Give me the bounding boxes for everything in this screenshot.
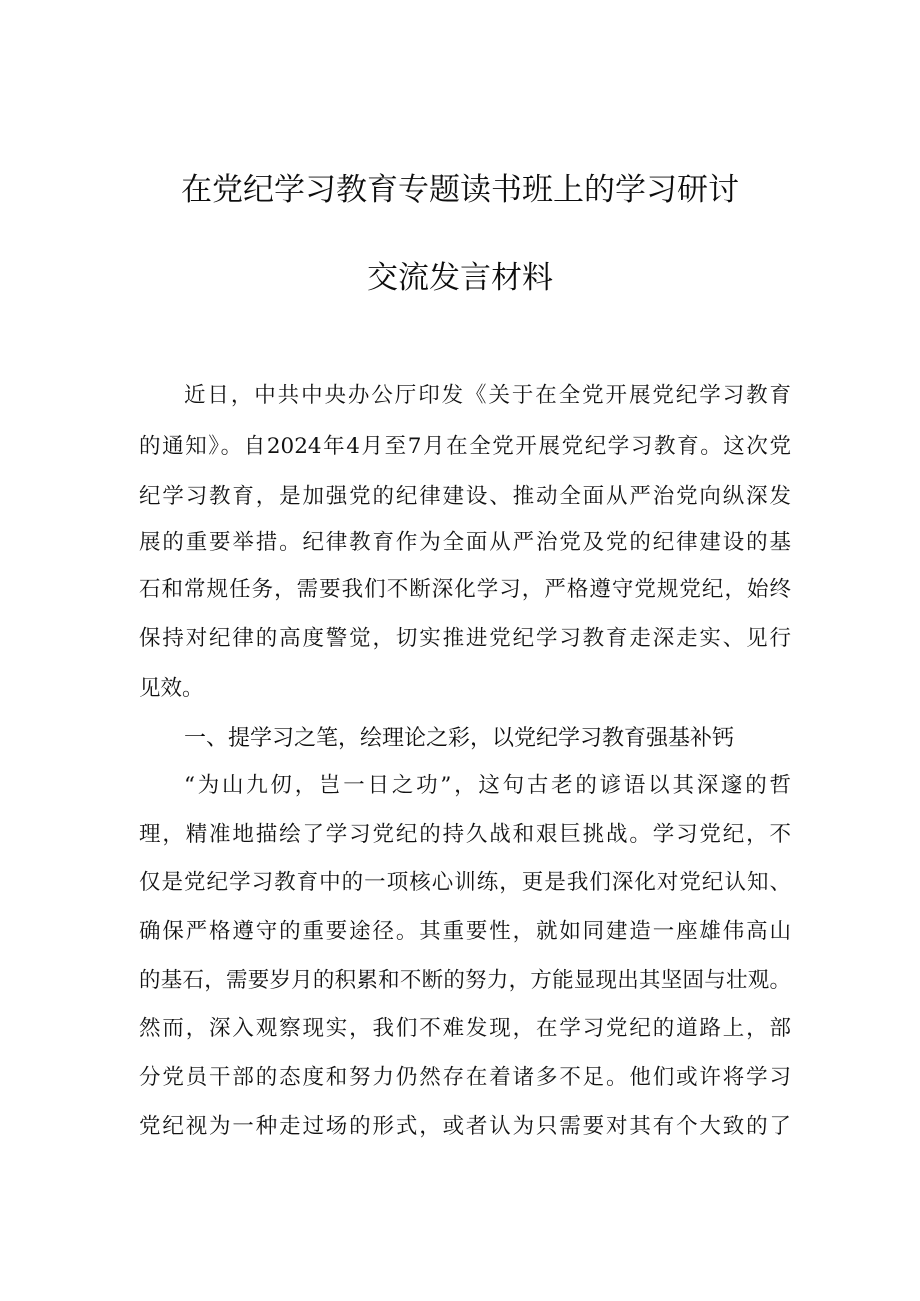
document-title-line-1: 在党纪学习教育专题读书班上的学习研讨	[181, 172, 739, 208]
paragraph-1-line: 保持对纪律的高度警觉，切实推进党纪学习教育走深走实、见行	[139, 626, 791, 651]
paragraph-2-line: 然而，深入观察现实，我们不难发现，在学习党纪的道路上，部	[139, 1016, 791, 1041]
paragraph-2-line: 仅是党纪学习教育中的一项核心训练，更是我们深化对党纪认知、	[139, 870, 791, 895]
paragraph-1-line: 纪学习教育，是加强党的纪律建设、推动全面从严治党向纵深发	[139, 484, 791, 509]
paragraph-2-line: 分党员干部的态度和努力仍然存在着诸多不足。他们或许将学习	[139, 1065, 791, 1090]
paragraph-1-line: 石和常规任务，需要我们不断深化学习，严格遵守党规党纪，始终	[139, 577, 791, 602]
document-title-line-2: 交流发言材料	[367, 260, 553, 296]
paragraph-2-line: 确保严格遵守的重要途径。其重要性，就如同建造一座雄伟高山	[139, 919, 791, 944]
paragraph-1-line: 近日，中共中央办公厅印发《关于在全党开展党纪学习教育	[184, 383, 791, 408]
paragraph-1-line: 的通知》。自2024年4月至7月在全党开展党纪学习教育。这次党	[139, 434, 791, 459]
paragraph-2-line: 党纪视为一种走过场的形式，或者认为只需要对其有个大致的了	[139, 1114, 791, 1139]
paragraph-2-line: 的基石，需要岁月的积累和不断的努力，方能显现出其坚固与壮观。	[139, 968, 791, 993]
section-heading: 一、提学习之笔，绘理论之彩，以党纪学习教育强基补钙	[184, 726, 735, 751]
paragraph-1-line: 展的重要举措。纪律教育作为全面从严治党及党的纪律建设的基	[139, 530, 791, 555]
paragraph-1-line: 见效。	[139, 676, 204, 701]
paragraph-2-line: 理，精准地描绘了学习党纪的持久战和艰巨挑战。学习党纪，不	[139, 822, 791, 847]
paragraph-2-line: “为山九仞，岂一日之功”，这句古老的谚语以其深邃的哲	[184, 773, 791, 798]
